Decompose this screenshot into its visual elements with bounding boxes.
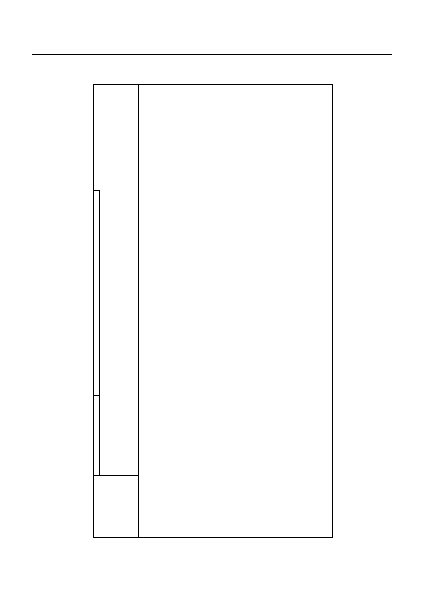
group-head-verbindlichkeiten (94, 190, 100, 395)
balance-table (93, 84, 333, 538)
col-head-schuldposten (94, 475, 138, 537)
group-head-rueckstellungen (94, 395, 100, 475)
header-bottom-rule (138, 85, 139, 537)
rotated-content (82, 84, 338, 538)
rotated-table-page (82, 84, 338, 538)
header-rule (32, 54, 392, 55)
col-head-label (94, 476, 96, 537)
